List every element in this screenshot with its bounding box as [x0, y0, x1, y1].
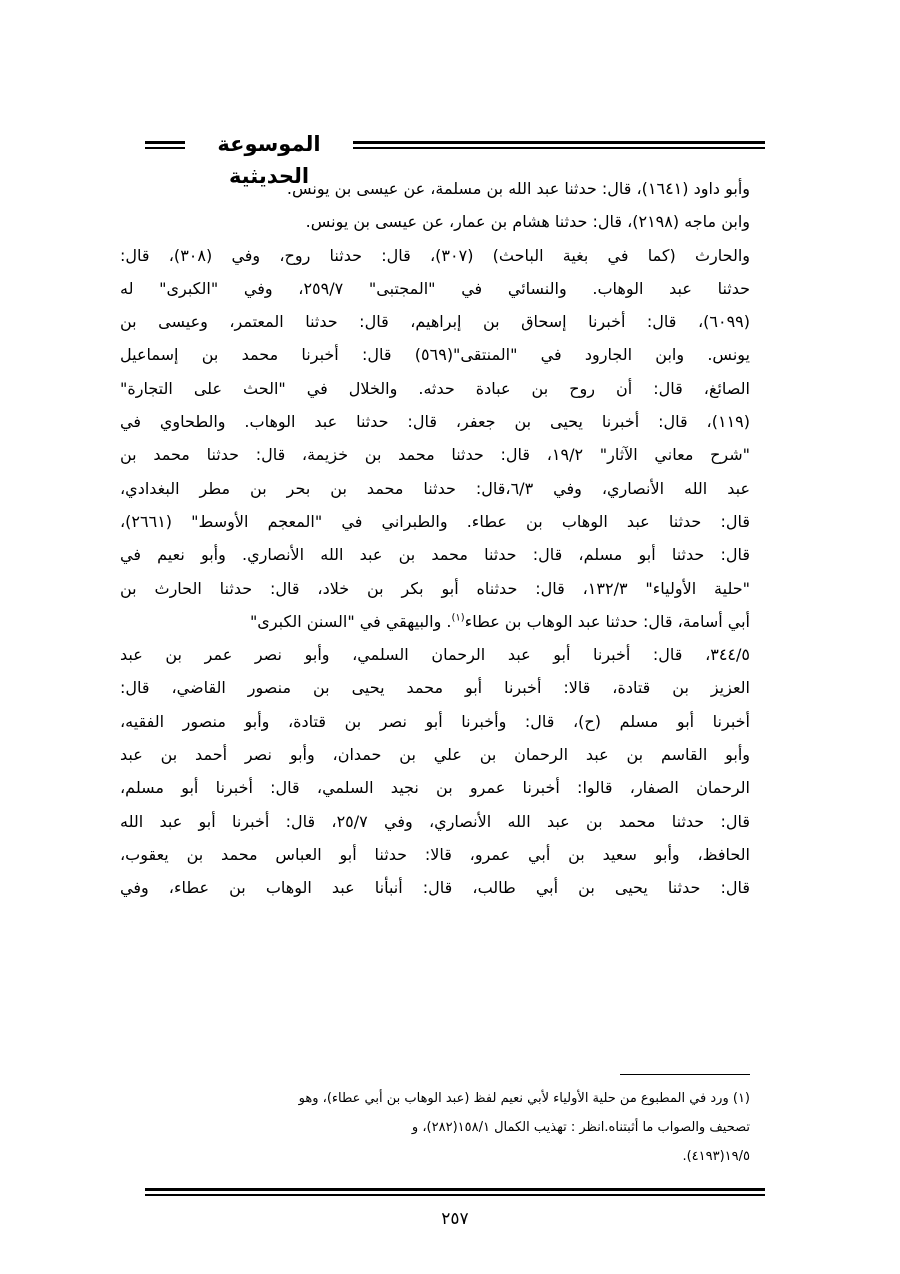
footnote — [140, 1084, 750, 1171]
text-line: عبد الله الأنصاري، وفي ٦/٣،قال: حدثنا محمد بن بحر بن مطر البغدادي، — [120, 478, 750, 498]
text-segment: أبي أسامة، قال: حدثنا عبد الوهاب بن عطاء — [464, 611, 750, 631]
text-line: "حلية الأولياء" ١٣٢/٣، قال: حدثناه أبو بكر بن خلاد، قال: حدثنا الحارث بن — [120, 578, 750, 598]
footnote-line: ١٩/٥(٤١٩٣). — [682, 1149, 750, 1164]
text-line: قال: حدثنا يحيى بن أبي طالب، قال: أنبأنا عبد الوهاب بن عطاء، وفي — [120, 878, 750, 898]
text-line: وأبو القاسم بن عبد الرحمان بن علي بن حمدان، وأبو نصر أحمد بن عبد — [120, 745, 750, 765]
footnote-line: تصحيف والصواب ما أثبتناه.انظر : تهذيب الكمال ١٥٨/١(٢٨٢)، و — [411, 1120, 750, 1135]
header-rule-left — [145, 141, 185, 150]
text-line: قال: حدثنا عبد الوهاب بن عطاء. والطبراني في "المعجم الأوسط" (٢٦٦١)، — [120, 511, 750, 531]
text-line: يونس. وابن الجارود في "المنتقى"(٥٦٩) قال: أخبرنا محمد بن إسماعيل — [120, 345, 750, 365]
text-line: الرحمان الصفار، قالوا: أخبرنا عمرو بن نجيد السلمي، قال: أخبرنا أبو مسلم، — [120, 778, 750, 798]
text-line: قال: حدثنا محمد بن عبد الله الأنصاري، وفي ٢٥/٧، قال: أخبرنا أبو عبد الله — [120, 811, 750, 831]
text-line: العزيز بن قتادة، قالا: أخبرنا أبو محمد يحيى بن منصور القاضي، قال: — [120, 678, 750, 698]
text-line: أخبرنا أبو مسلم (ح)، قال: وأخبرنا أبو نصر بن قتادة، وأبو منصور الفقيه، — [120, 711, 750, 731]
text-line — [120, 605, 750, 638]
text-line: الصائغ، قال: أن روح بن عبادة حدثه. والخلال في "الحث على التجارة" — [120, 378, 750, 398]
text-line: الحافظ، وأبو سعيد بن أبي عمرو، قالا: حدثنا أبو العباس محمد بن يعقوب، — [120, 844, 750, 864]
page-header — [145, 128, 765, 188]
text-line: ٣٤٤/٥، قال: أخبرنا أبو عبد الرحمان السلمي، وأبو نصر عمر بن عبد — [120, 645, 750, 665]
text-line: قال: حدثنا أبو مسلم، قال: حدثنا محمد بن عبد الله الأنصاري. وأبو نعيم في — [120, 545, 750, 565]
header-title: الموسوعة الحديثية — [217, 132, 321, 188]
text-line: والحارث (كما في بغية الباحث) (٣٠٧)، قال: حدثنا روح، وفي (٣٠٨)، قال: — [120, 245, 750, 265]
footnote-separator — [620, 1074, 750, 1075]
text-line: (١١٩)، قال: أخبرنا يحيى بن جعفر، قال: حدثنا عبد الوهاب. والطحاوي في — [120, 412, 750, 432]
footnote-reference[interactable]: (١) — [451, 612, 465, 624]
text-line: حدثنا عبد الوهاب. والنسائي في "المجتبى" ٢٥٩/٧، وفي "الكبرى" له — [120, 278, 750, 298]
page-number: ٢٥٧ — [441, 1209, 469, 1229]
footer-rule — [145, 1188, 765, 1196]
text-line: "شرح معاني الآثار" ١٩/٢، قال: حدثنا محمد بن خزيمة، قال: حدثنا محمد بن — [120, 445, 750, 465]
text-line: وابن ماجه (٢١٩٨)، قال: حدثنا هشام بن عمار، عن عيسى بن يونس. — [305, 212, 750, 232]
footnote-line: (١) ورد في المطبوع من حلية الأولياء لأبي نعيم لفظ (عبد الوهاب بن أبي عطاء)، وهو — [298, 1091, 750, 1106]
header-rule-right — [353, 141, 765, 150]
text-segment: . والبيهقي في "السنن الكبرى" — [249, 611, 452, 631]
main-text — [120, 172, 750, 905]
text-line: وأبو داود (١٦٤١)، قال: حدثنا عبد الله بن مسلمة، عن عيسى بن يونس. — [286, 179, 750, 198]
text-line: (٦٠٩٩)، قال: أخبرنا إسحاق بن إبراهيم، قال: حدثنا المعتمر، وعيسى بن — [120, 312, 750, 332]
